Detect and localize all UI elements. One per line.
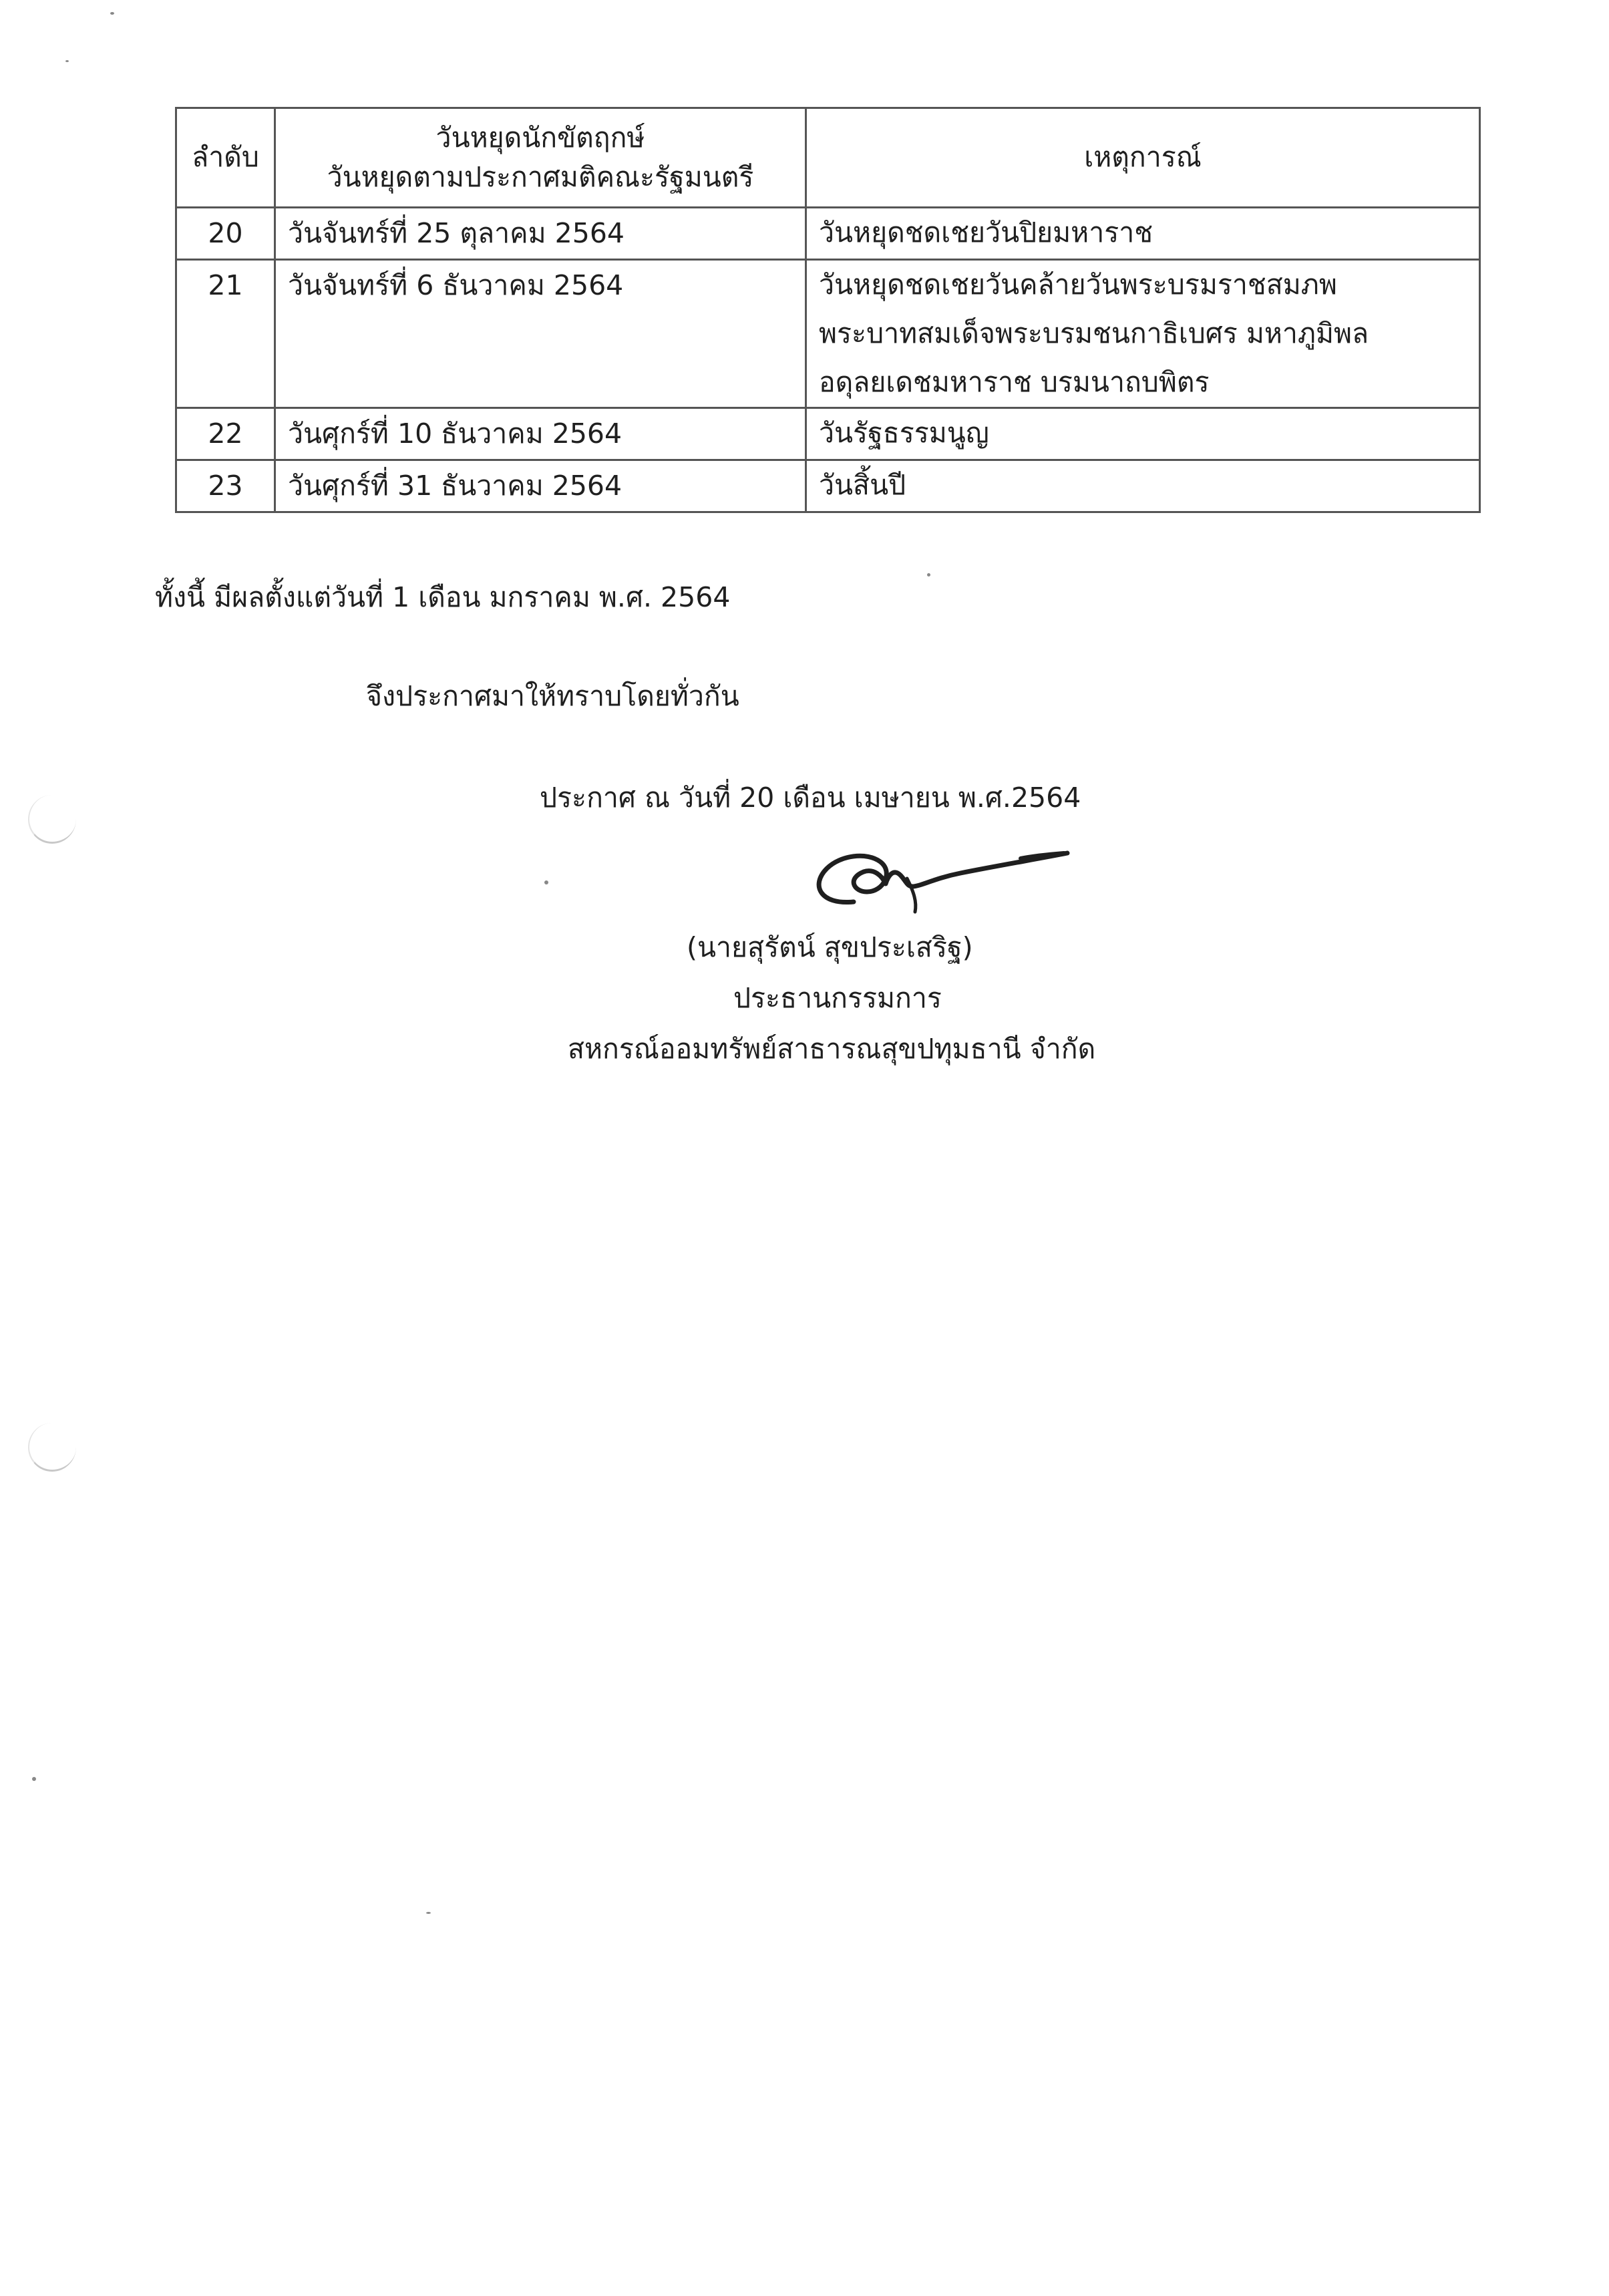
holiday-table	[175, 107, 1481, 513]
header-date-line1: วันหยุดนักขัตฤกษ์	[435, 121, 645, 154]
signer-name: (นายสุรัตน์ สุขประเสริฐ)	[687, 931, 973, 963]
row-no: 21	[176, 260, 275, 408]
row-event	[806, 208, 1480, 260]
organization-name: สหกรณ์ออมทรัพย์สาธารณสุขปทุมธานี จำกัด	[568, 1033, 1096, 1065]
handwritten-signature	[807, 838, 1074, 915]
scan-speck	[426, 1912, 431, 1914]
row-no: 20	[176, 208, 275, 260]
row-event-line: วันสิ้นปี	[819, 469, 906, 501]
row-date: วันจันทร์ที่ 6 ธันวาคม 2564	[275, 260, 806, 408]
table-header-row	[176, 108, 1480, 208]
signer-position: ประธานกรรมการ	[733, 982, 942, 1014]
row-event	[806, 460, 1480, 512]
scan-speck	[65, 60, 69, 62]
table-row	[176, 208, 1480, 260]
row-date: วันจันทร์ที่ 25 ตุลาคม 2564	[275, 208, 806, 260]
row-event-line: วันรัฐธรรมนูญ	[819, 417, 989, 449]
effective-date-text: ทั้งนี้ มีผลตั้งแต่วันที่ 1 เดือน มกราคม พ.ศ. 2564	[155, 581, 731, 613]
row-no: 23	[176, 460, 275, 512]
table-row	[176, 460, 1480, 512]
row-event	[806, 260, 1480, 408]
row-event-line: วันหยุดชดเชยวันคล้ายวันพระบรมราชสมภพ	[819, 269, 1337, 301]
scan-speck	[32, 1777, 36, 1781]
table-row	[176, 408, 1480, 460]
row-date: วันศุกร์ที่ 31 ธันวาคม 2564	[275, 460, 806, 512]
scan-speck	[544, 880, 548, 884]
announcement-date-text: ประกาศ ณ วันที่ 20 เดือน เมษายน พ.ศ.2564	[540, 782, 1081, 814]
row-event-line: พระบาทสมเด็จพระบรมชนกาธิเบศร มหาภูมิพล	[819, 317, 1369, 349]
row-event	[806, 408, 1480, 460]
row-event-line: วันหยุดชดเชยวันปิยมหาราช	[819, 216, 1153, 249]
row-event-line: อดุลยเดชมหาราช บรมนาถบพิตร	[819, 366, 1210, 398]
scan-speck	[927, 573, 930, 577]
punch-hole-mark	[28, 1423, 76, 1472]
row-date: วันศุกร์ที่ 10 ธันวาคม 2564	[275, 408, 806, 460]
table-row	[176, 260, 1480, 408]
punch-hole-mark	[28, 795, 76, 844]
announcement-text: จึงประกาศมาให้ทราบโดยทั่วกัน	[366, 680, 739, 712]
header-no: ลำดับ	[176, 108, 275, 208]
row-no: 22	[176, 408, 275, 460]
header-date-line2: วันหยุดตามประกาศมติคณะรัฐมนตรี	[327, 161, 754, 193]
header-date	[275, 108, 806, 208]
header-event: เหตุการณ์	[806, 108, 1480, 208]
scan-speck	[110, 12, 114, 15]
